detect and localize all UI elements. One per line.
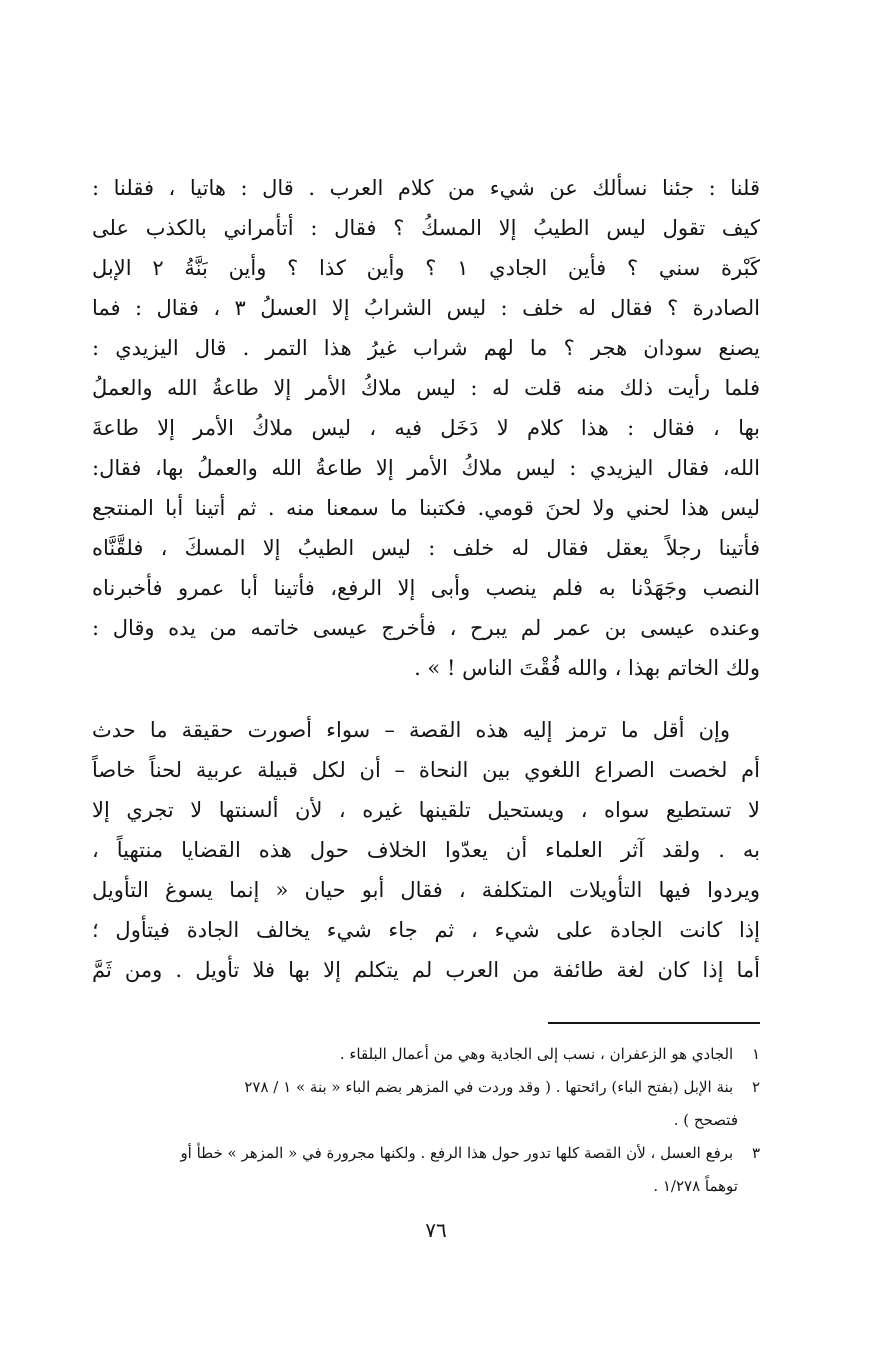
page-number: ٧٦ xyxy=(425,1218,447,1242)
text-line: فأتينا رجلاً يعقل فقال له خلف : ليس الطيبُ إلا المسكَ ، فلقَّنَّاه xyxy=(92,536,760,560)
footnote-text: برفع العسل ، لأن القصة كلها تدور حول هذا الرفع . ولكنها مجرورة في « المزهر » خطأ أو xyxy=(180,1144,734,1162)
text-line: كيف تقول ليس الطيبُ إلا المسكُ ؟ فقال : أتأمراني بالكذب على xyxy=(92,216,760,240)
text-line: فلما رأيت ذلك منه قلت له : ليس ملاكُ الأمر إلا طاعةُ الله والعملُ xyxy=(92,376,760,400)
footnote-text: الجادي هو الزعفران ، نسب إلى الجادية وهي من أعمال البلقاء . xyxy=(339,1045,734,1063)
footnotes-block xyxy=(92,1038,760,1203)
footnote-number: ٣ xyxy=(751,1144,760,1162)
text-line: إذا كانت الجادة على شيء ، ثم جاء شيء يخالف الجادة فيتأول ؛ xyxy=(92,918,760,942)
paragraph-gap xyxy=(92,688,760,710)
footnote-divider xyxy=(548,1022,760,1024)
footnote-text: بنة الإبل (بفتح الباء) رائحتها . ( وقد وردت في المزهر بضم الباء « بنة » ١ / ٢٧٨ xyxy=(244,1078,734,1096)
text-line: به . ولقد آثر العلماء أن يعدّوا الخلاف حول هذه القضايا منتهياً ، xyxy=(92,838,760,862)
text-line: ويردوا فيها التأويلات المتكلفة ، فقال أبو حيان « إنما يسوغ التأويل xyxy=(92,878,760,902)
text-line: النصب وجَهَدْنا به فلم ينصب وأبى إلا الرفع، فأتينا أبا عمرو فأخبرناه xyxy=(92,576,760,600)
text-line: الله، فقال اليزيدي : ليس ملاكُ الأمر إلا طاعةُ الله والعملُ بها، فقال: xyxy=(92,456,760,480)
text-line: ليس هذا لحني ولا لحنَ قومي. فكتبنا ما سمعنا منه . ثم أتينا أبا المنتجع xyxy=(92,496,760,520)
text-line: أم لخصت الصراع اللغوي بين النحاة – أن لكل قبيلة عربية لحناً خاصاً xyxy=(92,758,760,782)
text-line: وإن أقل ما ترمز إليه هذه القصة – سواء أصورت حقيقة ما حدث xyxy=(92,718,730,742)
footnote-2 xyxy=(92,1071,760,1104)
footnote-2-continuation: فتصحح ) . xyxy=(673,1111,738,1129)
footnote-3 xyxy=(92,1137,760,1170)
text-line: كَبْرة سني ؟ فأين الجادي ١ ؟ وأين كذا ؟ وأين بَنَّةُ ٢ الإبل xyxy=(92,256,760,280)
footnote-number: ٢ xyxy=(751,1078,760,1096)
text-line: يصنع سودان هجر ؟ ما لهم شراب غيرُ هذا التمر . قال اليزيدي : xyxy=(92,336,760,360)
text-line: وعنده عيسى بن عمر لم يبرح ، فأخرج عيسى خاتمه من يده وقال : xyxy=(92,616,760,640)
text-line: أما إذا كان لغة طائفة من العرب لم يتكلم إلا بها فلا تأويل . ومن ثَمَّ xyxy=(92,958,760,982)
text-line: ولك الخاتم بهذا ، والله فُقْتَ الناس ! » . xyxy=(414,656,760,680)
text-line: لا تستطيع سواه ، ويستحيل تلقينها غيره ، لأن ألسنتها لا تجري إلا xyxy=(92,798,760,822)
footnote-1 xyxy=(92,1038,760,1071)
footnote-3-continuation: توهماً ١/٢٧٨ . xyxy=(653,1177,738,1195)
text-line: الصادرة ؟ فقال له خلف : ليس الشرابُ إلا العسلُ ٣ ، فقال : فما xyxy=(92,296,760,320)
text-line: بها ، فقال : هذا كلام لا دَخَل فيه ، ليس ملاكُ الأمر إلا طاعةَ xyxy=(92,416,760,440)
footnote-number: ١ xyxy=(751,1045,760,1063)
text-line: قلنا : جئنا نسألك عن شيء من كلام العرب . قال : هاتيا ، فقلنا : xyxy=(92,176,760,200)
main-text-block xyxy=(92,168,760,990)
